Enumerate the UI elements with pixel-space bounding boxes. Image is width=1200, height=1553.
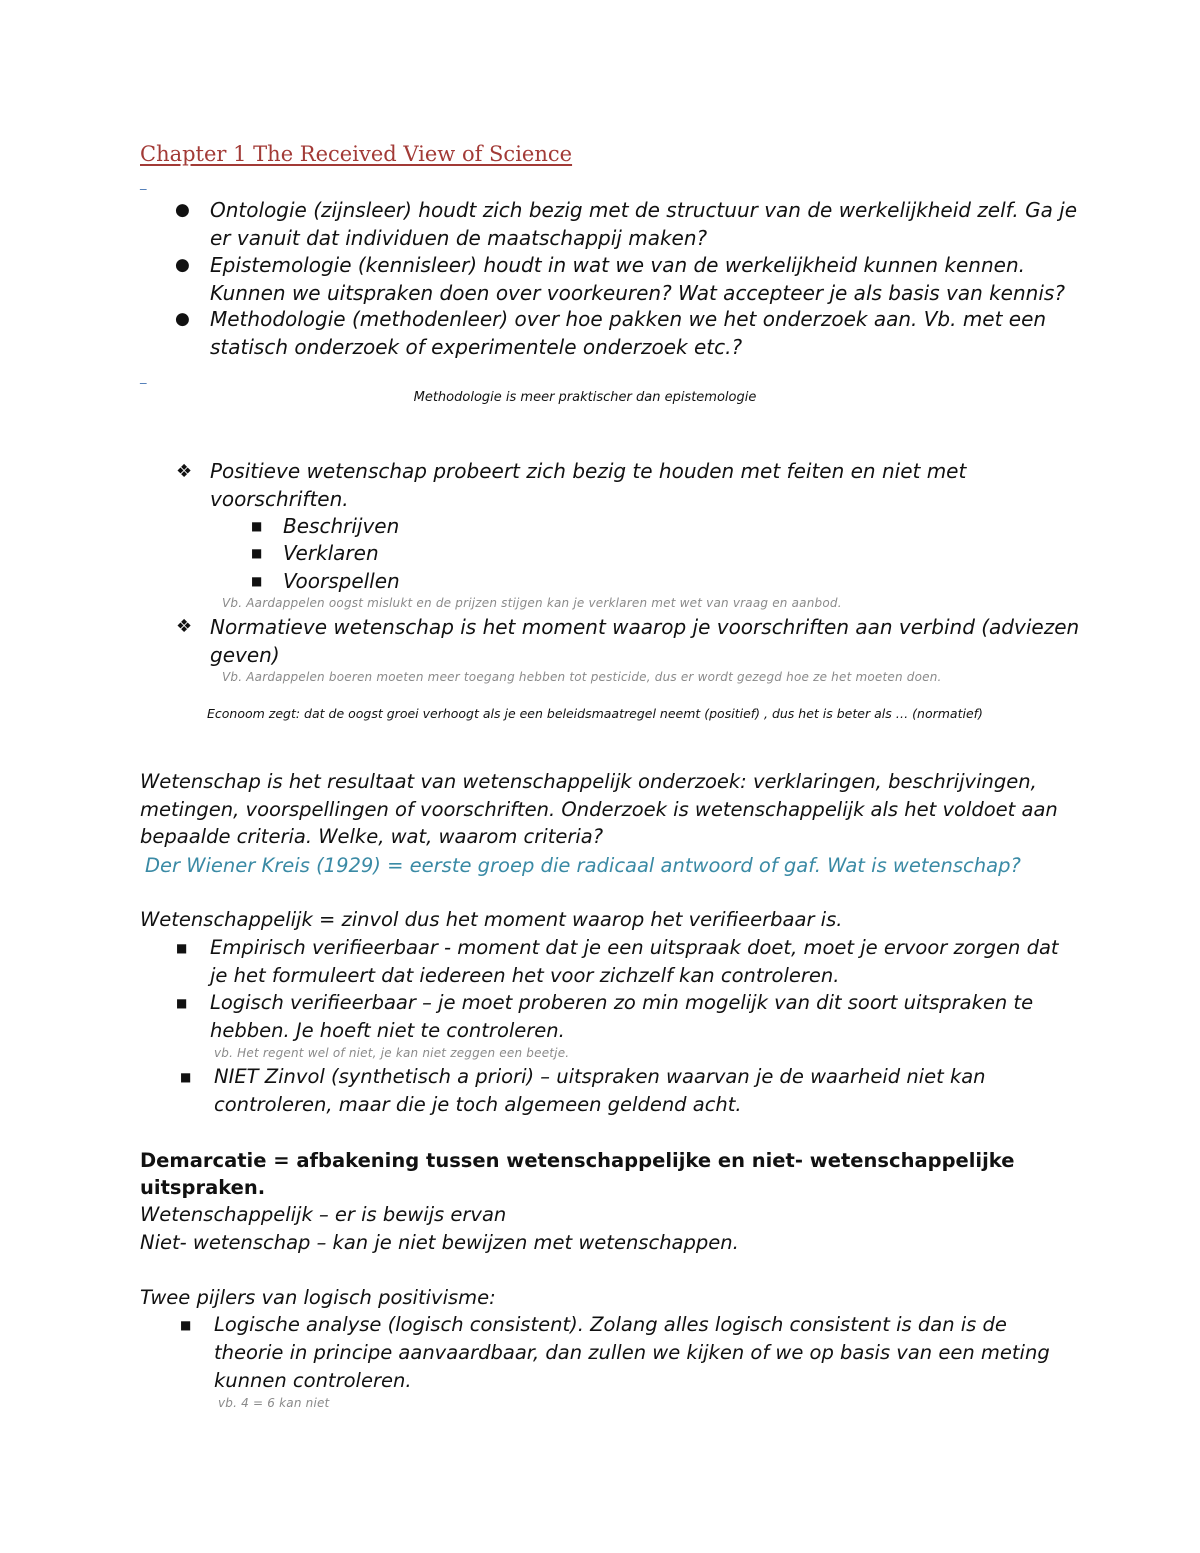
paragraph-line: bepaalde criteria. Welke, wat, waarom criteria? [140, 825, 604, 848]
list-item-line: statisch onderzoek of experimentele onderzoek etc.? [210, 335, 743, 359]
square-bullet-icon: ■ [251, 519, 263, 533]
separator-mark: _ [140, 176, 147, 191]
list-item-line: Normatieve wetenschap is het moment waarop je voorschriften aan verbind (adviezen [210, 615, 1080, 639]
list-item-line: geven) [210, 643, 280, 667]
list-item-line: Positieve wetenschap probeert zich bezig te houden met feiten en niet met [210, 459, 967, 483]
definition-line: Wetenschappelijk – er is bewijs ervan [140, 1203, 507, 1226]
bullet-dot-icon: ● [175, 255, 190, 275]
list-item-line: Kunnen we uitspraken doen over voorkeuren? Wat accepteer je als basis van kennis? [210, 281, 1065, 305]
list-item-line: je het formuleert dat iedereen het voor zichzelf kan controleren. [210, 964, 840, 987]
square-bullet-icon: ■ [180, 1070, 192, 1084]
paragraph-line: metingen, voorspellingen of voorschriften. Onderzoek is wetenschappelijk als het voldoet aan [140, 798, 1058, 821]
list-item-line: controleren, maar die je toch algemeen geldend acht. [214, 1093, 742, 1116]
example-note: Vb. Aardappelen oogst mislukt en de prijzen stijgen kan je verklaren met wet van vraag en aanbod. [222, 596, 842, 610]
bullet-dot-icon: ● [175, 200, 190, 220]
separator-mark: _ [140, 370, 147, 385]
square-bullet-icon: ■ [251, 546, 263, 560]
method-note: Methodologie is meer praktischer dan epistemologie [413, 390, 757, 405]
square-bullet-icon: ■ [176, 996, 188, 1010]
definition-line: Niet- wetenschap – kan je niet bewijzen met wetenschappen. [140, 1231, 739, 1254]
bullet-dot-icon: ● [175, 309, 190, 329]
diamond-bullet-icon: ❖ [176, 461, 193, 482]
square-bullet-icon: ■ [180, 1318, 192, 1332]
sub-item: Verklaren [283, 541, 379, 565]
list-item-line: theorie in principe aanvaardbaar, dan zullen we kijken of we op basis van een meting [214, 1341, 1050, 1364]
list-item-line: Empirisch verifieerbaar - moment dat je een uitspraak doet, moet je ervoor zorgen dat [210, 936, 1059, 959]
list-item-line: Ontologie (zijnsleer) houdt zich bezig met de structuur van de werkelijkheid zelf. Ga je [210, 198, 1078, 222]
sub-item: Beschrijven [283, 514, 400, 538]
section-heading: Twee pijlers van logisch positivisme: [140, 1286, 496, 1309]
list-item-line: er vanuit dat individuen de maatschappij maken? [210, 226, 708, 250]
economist-note: Econoom zegt: dat de oogst groei verhoogt als je een beleidsmaatregel neemt (positief) , dus het is beter als … (normatief) [207, 706, 983, 721]
diamond-bullet-icon: ❖ [176, 616, 193, 637]
list-item-line: Logische analyse (logisch consistent). Zolang alles logisch consistent is dan is de [214, 1313, 1007, 1336]
page-title: Chapter 1 The Received View of Science [140, 142, 573, 166]
demarcation-heading: uitspraken. [140, 1176, 266, 1199]
list-item-line: Methodologie (methodenleer) over hoe pakken we het onderzoek aan. Vb. met een [210, 307, 1047, 331]
wiener-kreis-line: Der Wiener Kreis (1929) = eerste groep die radicaal antwoord of gaf. Wat is wetenschap? [145, 854, 1021, 877]
example-note: vb. 4 = 6 kan niet [218, 1396, 330, 1410]
sub-item: Voorspellen [283, 569, 400, 593]
list-item-line: kunnen controleren. [214, 1369, 412, 1392]
example-note: Vb. Aardappelen boeren moeten meer toegang hebben tot pesticide, dus er wordt gezegd hoe ze het moeten doen. [222, 670, 942, 684]
list-item-line: voorschriften. [210, 487, 349, 511]
section-heading: Wetenschappelijk = zinvol dus het moment waarop het verifieerbaar is. [140, 908, 843, 931]
square-bullet-icon: ■ [251, 574, 263, 588]
list-item-line: Logisch verifieerbaar – je moet proberen zo min mogelijk van dit soort uitspraken te [210, 991, 1034, 1014]
list-item-line: hebben. Je hoeft niet te controleren. [210, 1019, 565, 1042]
demarcation-heading: Demarcatie = afbakening tussen wetenschappelijke en niet- wetenschappelijke [140, 1149, 1015, 1172]
paragraph-line: Wetenschap is het resultaat van wetenschappelijk onderzoek: verklaringen, beschrijvingen, [140, 770, 1037, 793]
list-item-line: Epistemologie (kennisleer) houdt in wat we van de werkelijkheid kunnen kennen. [210, 253, 1025, 277]
square-bullet-icon: ■ [176, 941, 188, 955]
example-note: vb. Het regent wel of niet, je kan niet zeggen een beetje. [214, 1046, 570, 1060]
list-item-line: NIET Zinvol (synthetisch a priori) – uitspraken waarvan je de waarheid niet kan [214, 1065, 986, 1088]
